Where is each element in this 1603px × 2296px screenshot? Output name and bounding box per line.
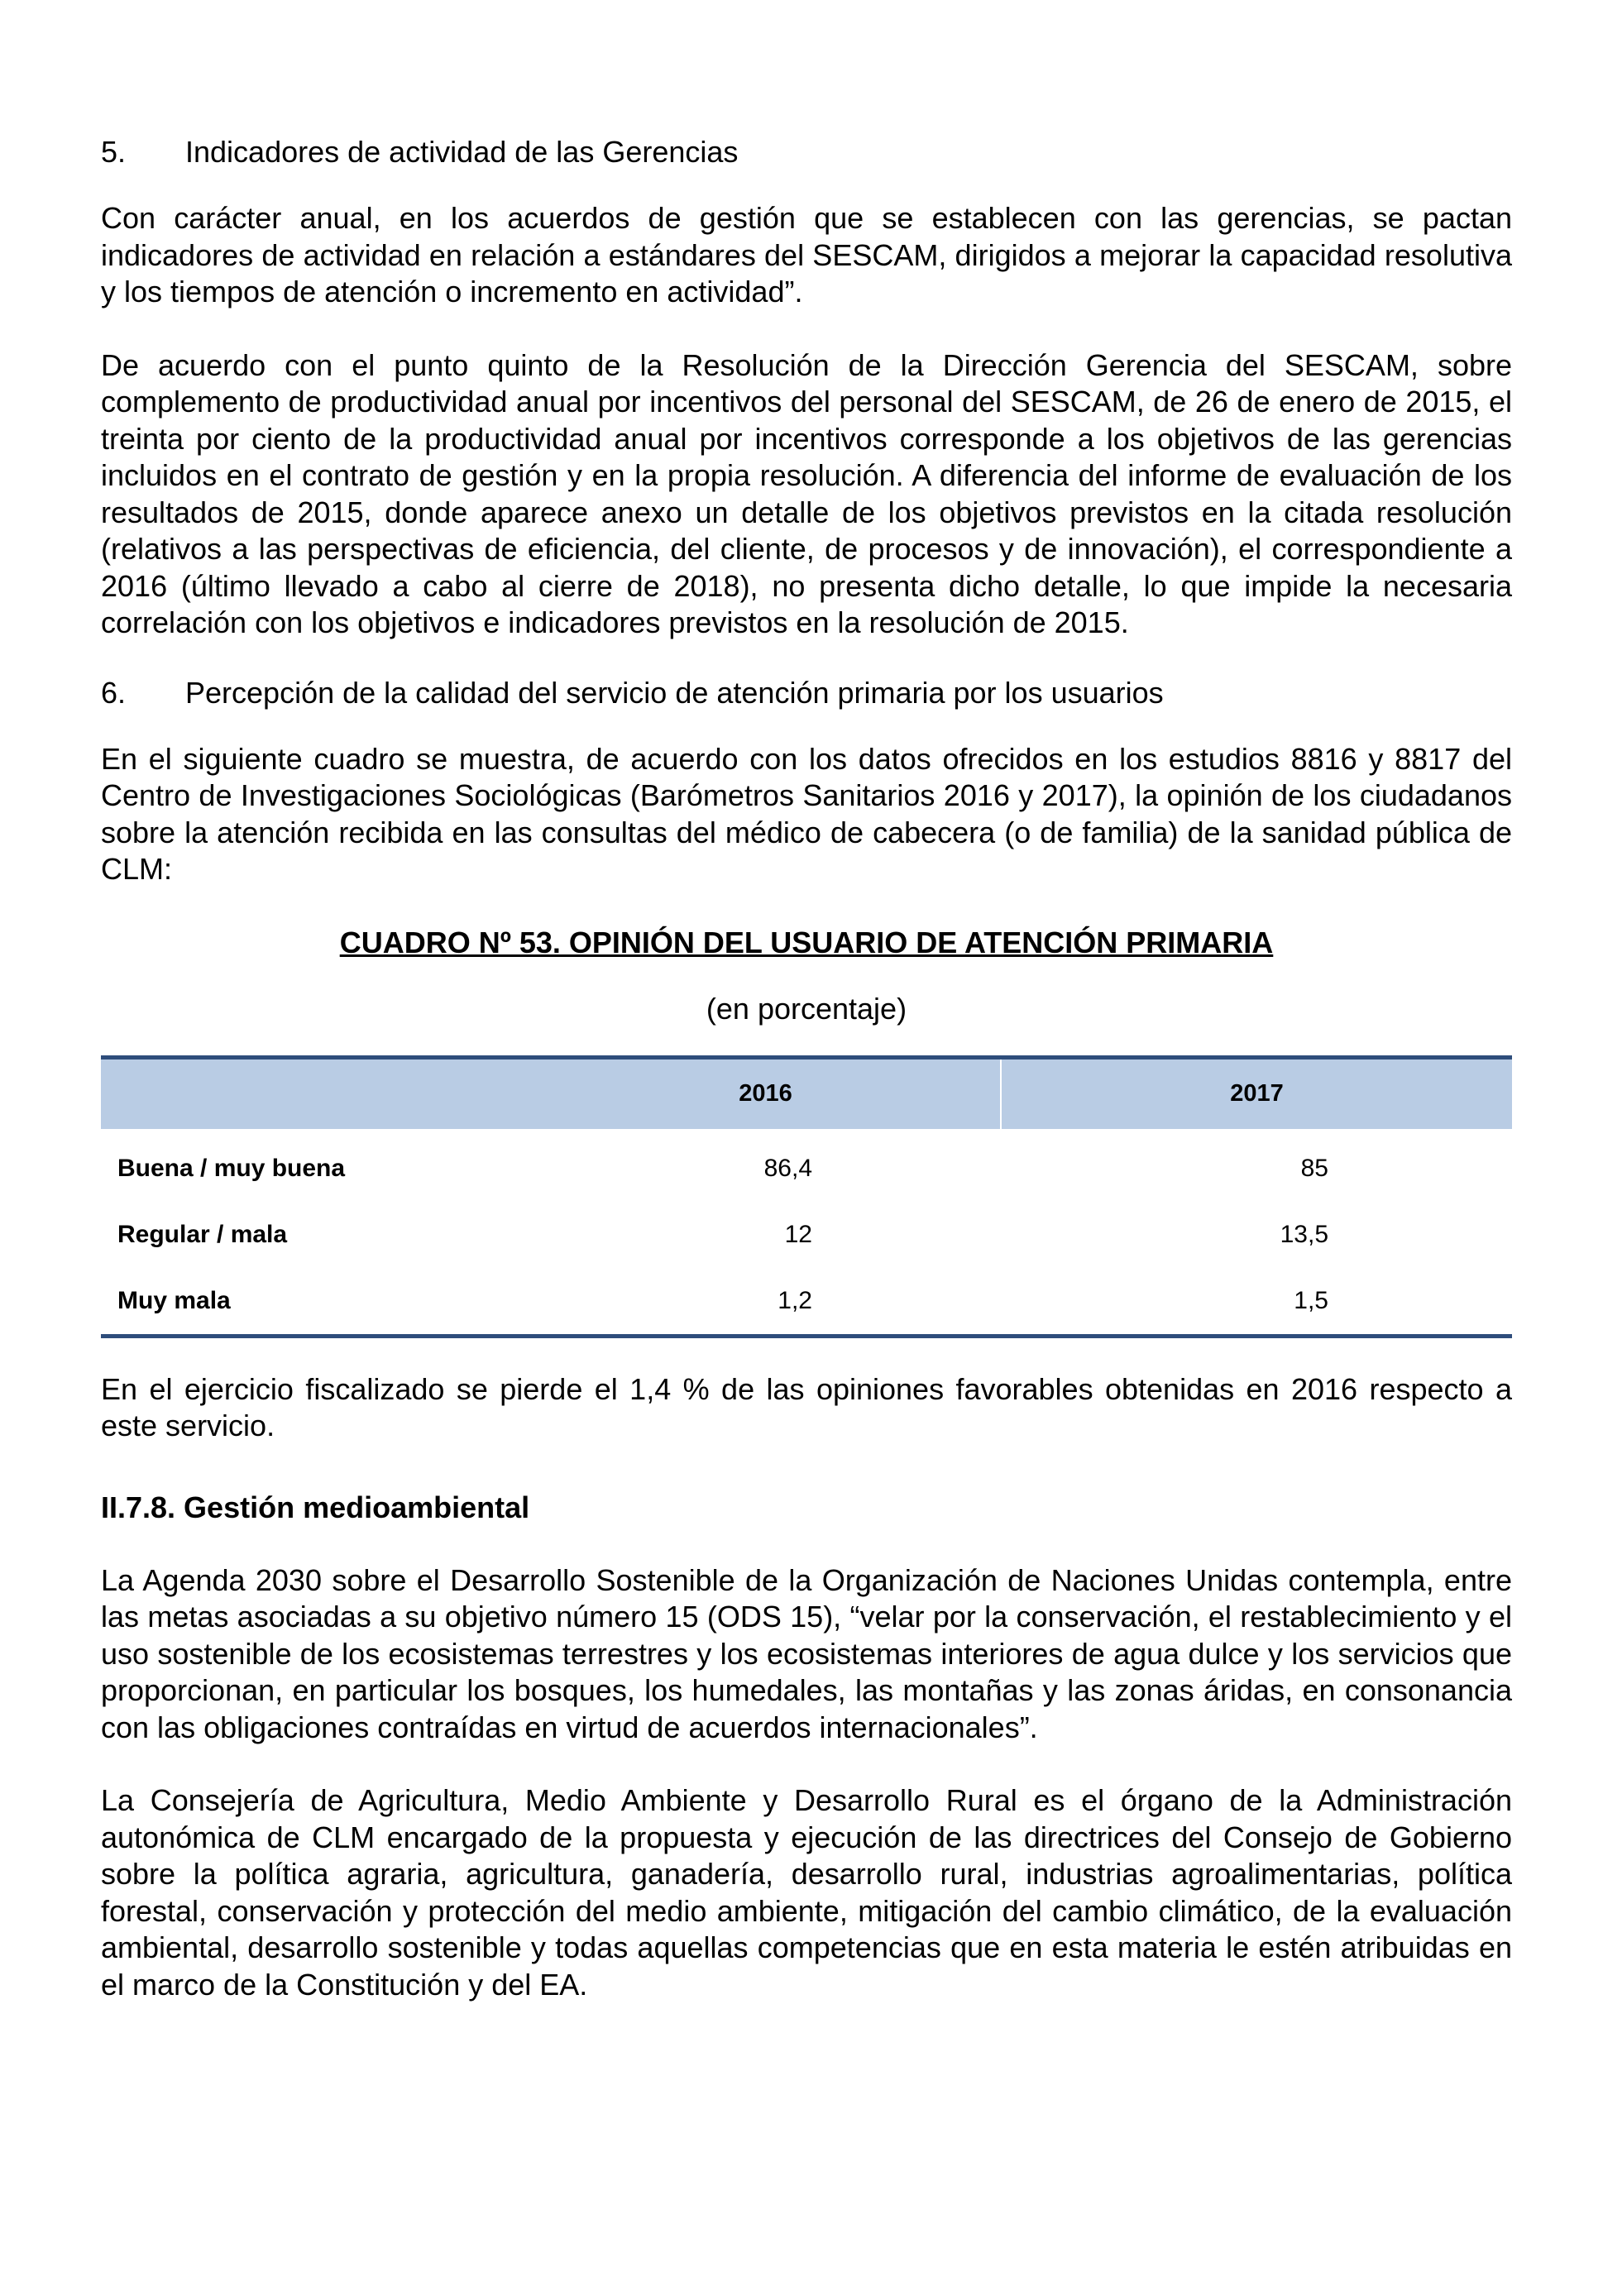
section-ii78-paragraph-1: La Agenda 2030 sobre el Desarrollo Sostenible de la Organización de Naciones Unidas contempla, entre las metas asociadas a su objetivo número 15 (ODS 15), “velar por la conservación, el restablecimiento y el uso sostenible de los ecosistemas terrestres y los ecosistemas interiores de agua dulce y los servicios que proporcionan, en particular los bosques, los humedales, las montañas y las zonas áridas, en consonancia con las obligaciones contraídas en virtud de acuerdos internacionales”. — [101, 1562, 1512, 1744]
section-ii78-heading: II.7.8. Gestión medioambiental — [101, 1490, 530, 1524]
table-header-row — [101, 1057, 1512, 1129]
section-5-number: 5. — [101, 135, 127, 169]
section-6-title: Percepción de la calidad del servicio de atención primaria por los usuarios — [185, 675, 1164, 710]
section-ii78-paragraph-2: La Consejería de Agricultura, Medio Ambiente y Desarrollo Rural es el órgano de la Administración autonómica de CLM encargado de la propuesta y ejecución de las directrices del Consejo de Gobierno sobre la política agraria, agricultura, ganadería, desarrollo rural, industrias agroalimentarias, política forestal, conservación y protección del medio ambiente, mitigación del cambio climático, de la evaluación ambiental, desarrollo sostenible y todas aquellas competencias que en esta materia le estén atribuidas en el marco de la Constitución y del EA. — [101, 1783, 1512, 2002]
row-label: Muy mala — [117, 1286, 231, 1314]
opinion-table — [101, 1055, 1512, 1338]
table-subtitle: (en porcentaje) — [706, 991, 907, 1026]
row-label: Buena / muy buena — [117, 1154, 346, 1182]
row-label: Regular / mala — [117, 1220, 288, 1248]
section-6-paragraph-1: En el siguiente cuadro se muestra, de acuerdo con los datos ofrecidos en los estudios 8816 y 8817 del Centro de Investigaciones Sociológicas (Barómetros Sanitarios 2016 y 2017), la opinión de los ciudadanos sobre la atención recibida en las consultas del médico de cabecera (o de familia) de la sanidad pública de CLM: — [101, 741, 1512, 886]
table-title: CUADRO Nº 53. OPINIÓN DEL USUARIO DE ATENCIÓN PRIMARIA — [339, 925, 1274, 959]
row-value-2016: 1,2 — [778, 1286, 812, 1314]
table-row — [101, 1129, 1512, 1202]
section-5-heading — [101, 134, 1512, 170]
section-6-heading — [101, 675, 1512, 711]
section-5-paragraph-1: Con carácter anual, en los acuerdos de gestión que se establecen con las gerencias, se pactan indicadores de actividad en relación a estándares del SESCAM, dirigidos a mejorar la capacidad resolutiva y los tiempos de atención o incremento en actividad”. — [101, 201, 1512, 309]
row-value-2017: 13,5 — [1280, 1220, 1328, 1248]
after-table-paragraph: En el ejercicio fiscalizado se pierde el 1,4 % de las opiniones favorables obtenidas en 2016 respecto a este servicio. — [101, 1371, 1512, 1442]
section-5-paragraph-2: De acuerdo con el punto quinto de la Resolución de la Dirección Gerencia del SESCAM, sobre complemento de productividad anual por incentivos del personal del SESCAM, de 26 de enero de 2015, el treinta por ciento de la productividad anual por incentivos corresponde a los objetivos de las gerencias incluidos en el contrato de gestión y en la propia resolución. A diferencia del informe de evaluación de los resultados de 2015, donde aparece anexo un detalle de los objetivos previstos en la citada resolución (relativos a las perspectivas de eficiencia, del cliente, de procesos y de innovación), el correspondiente a 2016 (último llevado a cabo al cierre de 2018), no presenta dicho detalle, lo que impide la necesaria correlación con los objetivos e indicadores previstos en la resolución de 2015. — [101, 347, 1512, 639]
section-6-number: 6. — [101, 675, 127, 710]
row-value-2017: 85 — [1300, 1154, 1328, 1182]
row-value-2017: 1,5 — [1294, 1286, 1328, 1314]
table-row — [101, 1202, 1512, 1268]
document-page — [101, 124, 1512, 2040]
section-5-title: Indicadores de actividad de las Gerencias — [185, 135, 739, 169]
row-value-2016: 12 — [784, 1220, 812, 1248]
table-row — [101, 1268, 1512, 1337]
table-header-2017: 2017 — [1001, 1057, 1512, 1129]
table-header-2016: 2016 — [531, 1057, 1001, 1129]
row-value-2016: 86,4 — [763, 1154, 812, 1182]
table-header-label — [101, 1057, 531, 1129]
